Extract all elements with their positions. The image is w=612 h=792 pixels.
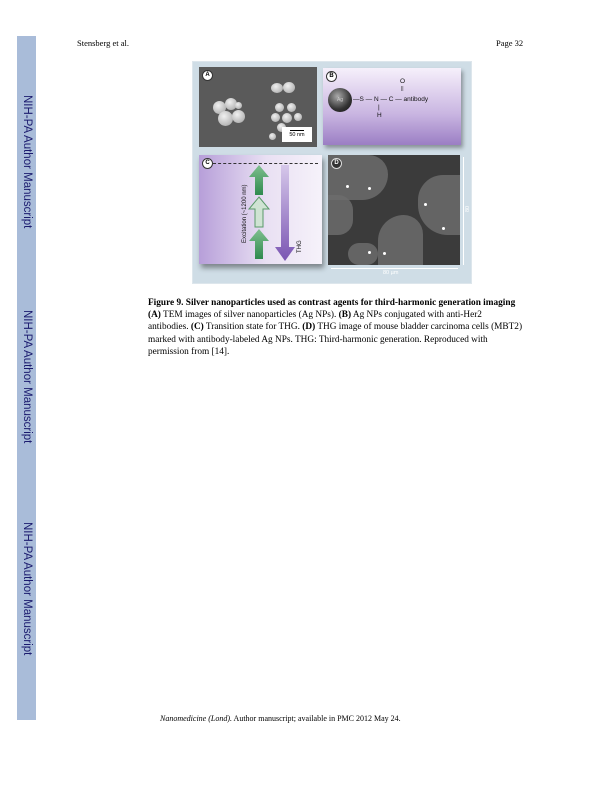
oxygen-atom: O: [400, 78, 406, 85]
journal-name: Nanomedicine (Lond).: [160, 714, 232, 723]
transition-arrows-icon: [199, 155, 322, 264]
panel-c-thg-transition: [199, 155, 322, 264]
single-bond: |: [378, 104, 380, 111]
scale-bar: 50 nm: [282, 127, 312, 142]
panel-b-conjugation-diagram: [323, 68, 461, 145]
excitation-label: Excitation (~1200 nm): [242, 184, 248, 243]
silver-nanoparticle-icon: Ag: [328, 88, 352, 112]
chemical-chain: —S — N — C — antibody: [353, 96, 429, 103]
panel-label-b: B: [326, 71, 337, 82]
page-number: Page 32: [496, 38, 524, 48]
panel-a-tem-image: [199, 67, 317, 147]
hydrogen-atom: H: [377, 112, 382, 119]
page-footer: Nanomedicine (Lond). Author manuscript; available in PMC 2012 May 24.: [160, 714, 401, 723]
panel-label-a: A: [202, 70, 213, 81]
figure-caption: Figure 9. Silver nanoparticles used as contrast agents for third-harmonic generation imaging (A) TEM images of silver nanoparticles (Ag NPs). (B) Ag NPs conjugated with anti-Her2 antibodies. (C) Transition state for THG. (D) THG image of mouse bladder carcinoma cells (MBT2) marked with antibody-labeled Ag NPs. THG: Third-harmonic generation. Reproduced with permission from [14].: [148, 298, 523, 357]
caption-title: Figure 9. Silver nanoparticles used as contrast agents for third-harmonic generation imaging: [148, 298, 516, 308]
x-scale-label: 80 µm: [383, 270, 399, 276]
double-bond: ||: [401, 86, 404, 92]
y-scale-label: 80 µm: [465, 204, 477, 212]
panel-d-thg-image: [328, 155, 460, 265]
panel-label-c: C: [202, 158, 213, 169]
running-head-authors: Stensberg et al.: [77, 38, 130, 48]
thg-label: THG: [297, 240, 303, 253]
figure-9: [193, 62, 477, 283]
panel-label-d: D: [331, 158, 342, 169]
